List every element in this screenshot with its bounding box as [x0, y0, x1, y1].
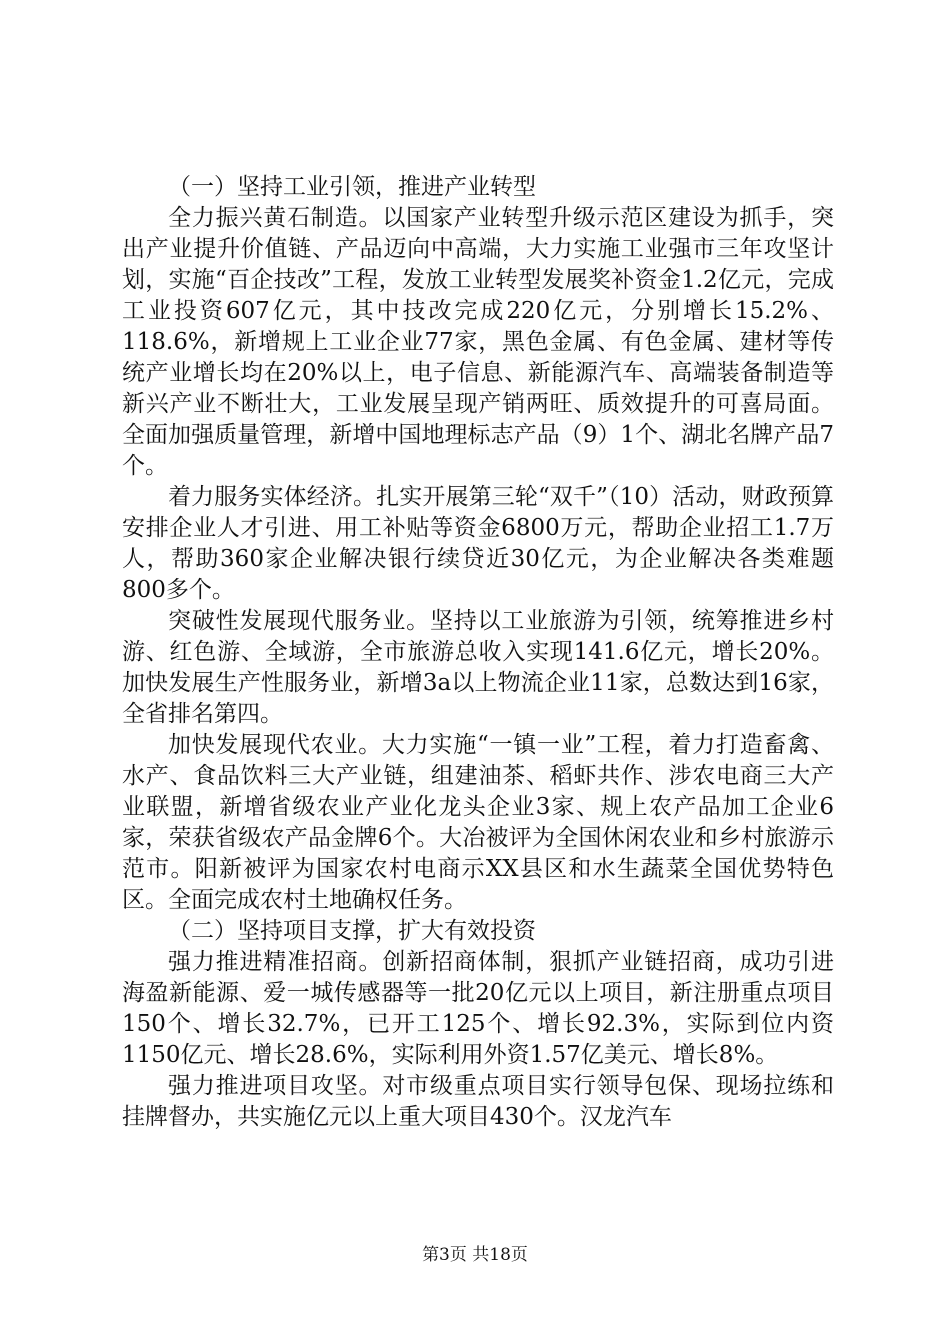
section-heading-investment: （二）坚持项目支撑，扩大有效投资	[168, 918, 536, 944]
section-heading-industry: （一）坚持工业引领，推进产业转型	[168, 174, 536, 200]
paragraph-project-push: 强力推进项目攻坚。对市级重点项目实行领导包保、现场拉练和挂牌督办，共实施亿元以上重大项目430个。汉龙汽车	[122, 1073, 834, 1130]
paragraph-manufacturing: 全力振兴黄石制造。以国家产业转型升级示范区建设为抓手，突出产业提升价值链、产品迈向中高端，大力实施工业强市三年攻坚计划，实施“百企技改”工程，发放工业转型发展奖补资金1.2亿元，完成工业投资607亿元，其中技改完成220亿元，分别增长15.2%、118.6%，新增规上工业企业77家，黑色金属、有色金属、建材等传统产业增长均在20%以上，电子信息、新能源汽车、高端装备制造等新兴产业不断壮大，工业发展呈现产销两旺、质效提升的可喜局面。全面加强质量管理，新增中国地理标志产品（9）1个、湖北名牌产品7个。	[122, 205, 834, 479]
paragraph-investment-promotion: 强力推进精准招商。创新招商体制，狠抓产业链招商，成功引进海盈新能源、爱一城传感器等一批20亿元以上项目，新注册重点项目150个、增长32.7%，已开工125个、增长92.3%，实际到位内资1150亿元、增长28.6%，实际利用外资1.57亿美元、增长8%。	[122, 949, 834, 1068]
paragraph-agriculture: 加快发展现代农业。大力实施“一镇一业”工程，着力打造畜禽、水产、食品饮料三大产业链，组建油茶、稻虾共作、涉农电商三大产业联盟，新增省级农业产业化龙头企业3家、规上农产品加工企业6家，荣获省级农产品金牌6个。大冶被评为全国休闲农业和乡村旅游示范市。阳新被评为国家农村电商示XX县区和水生蔬菜全国优势特色区。全面完成农村土地确权任务。	[122, 732, 834, 913]
paragraph-real-economy: 着力服务实体经济。扎实开展第三轮“双千”（10）活动，财政预算安排企业人才引进、用工补贴等资金6800万元，帮助企业招工1.7万人，帮助360家企业解决银行续贷近30亿元，为企业解决各类难题800多个。	[122, 484, 834, 603]
document-body	[122, 172, 834, 1133]
paragraph-service-industry: 突破性发展现代服务业。坚持以工业旅游为引领，统筹推进乡村游、红色游、全域游，全市旅游总收入实现141.6亿元，增长20%。加快发展生产性服务业，新增3a以上物流企业11家，总数达到16家，全省排名第四。	[122, 608, 834, 727]
page-footer: 第3页 共18页	[422, 1245, 528, 1265]
